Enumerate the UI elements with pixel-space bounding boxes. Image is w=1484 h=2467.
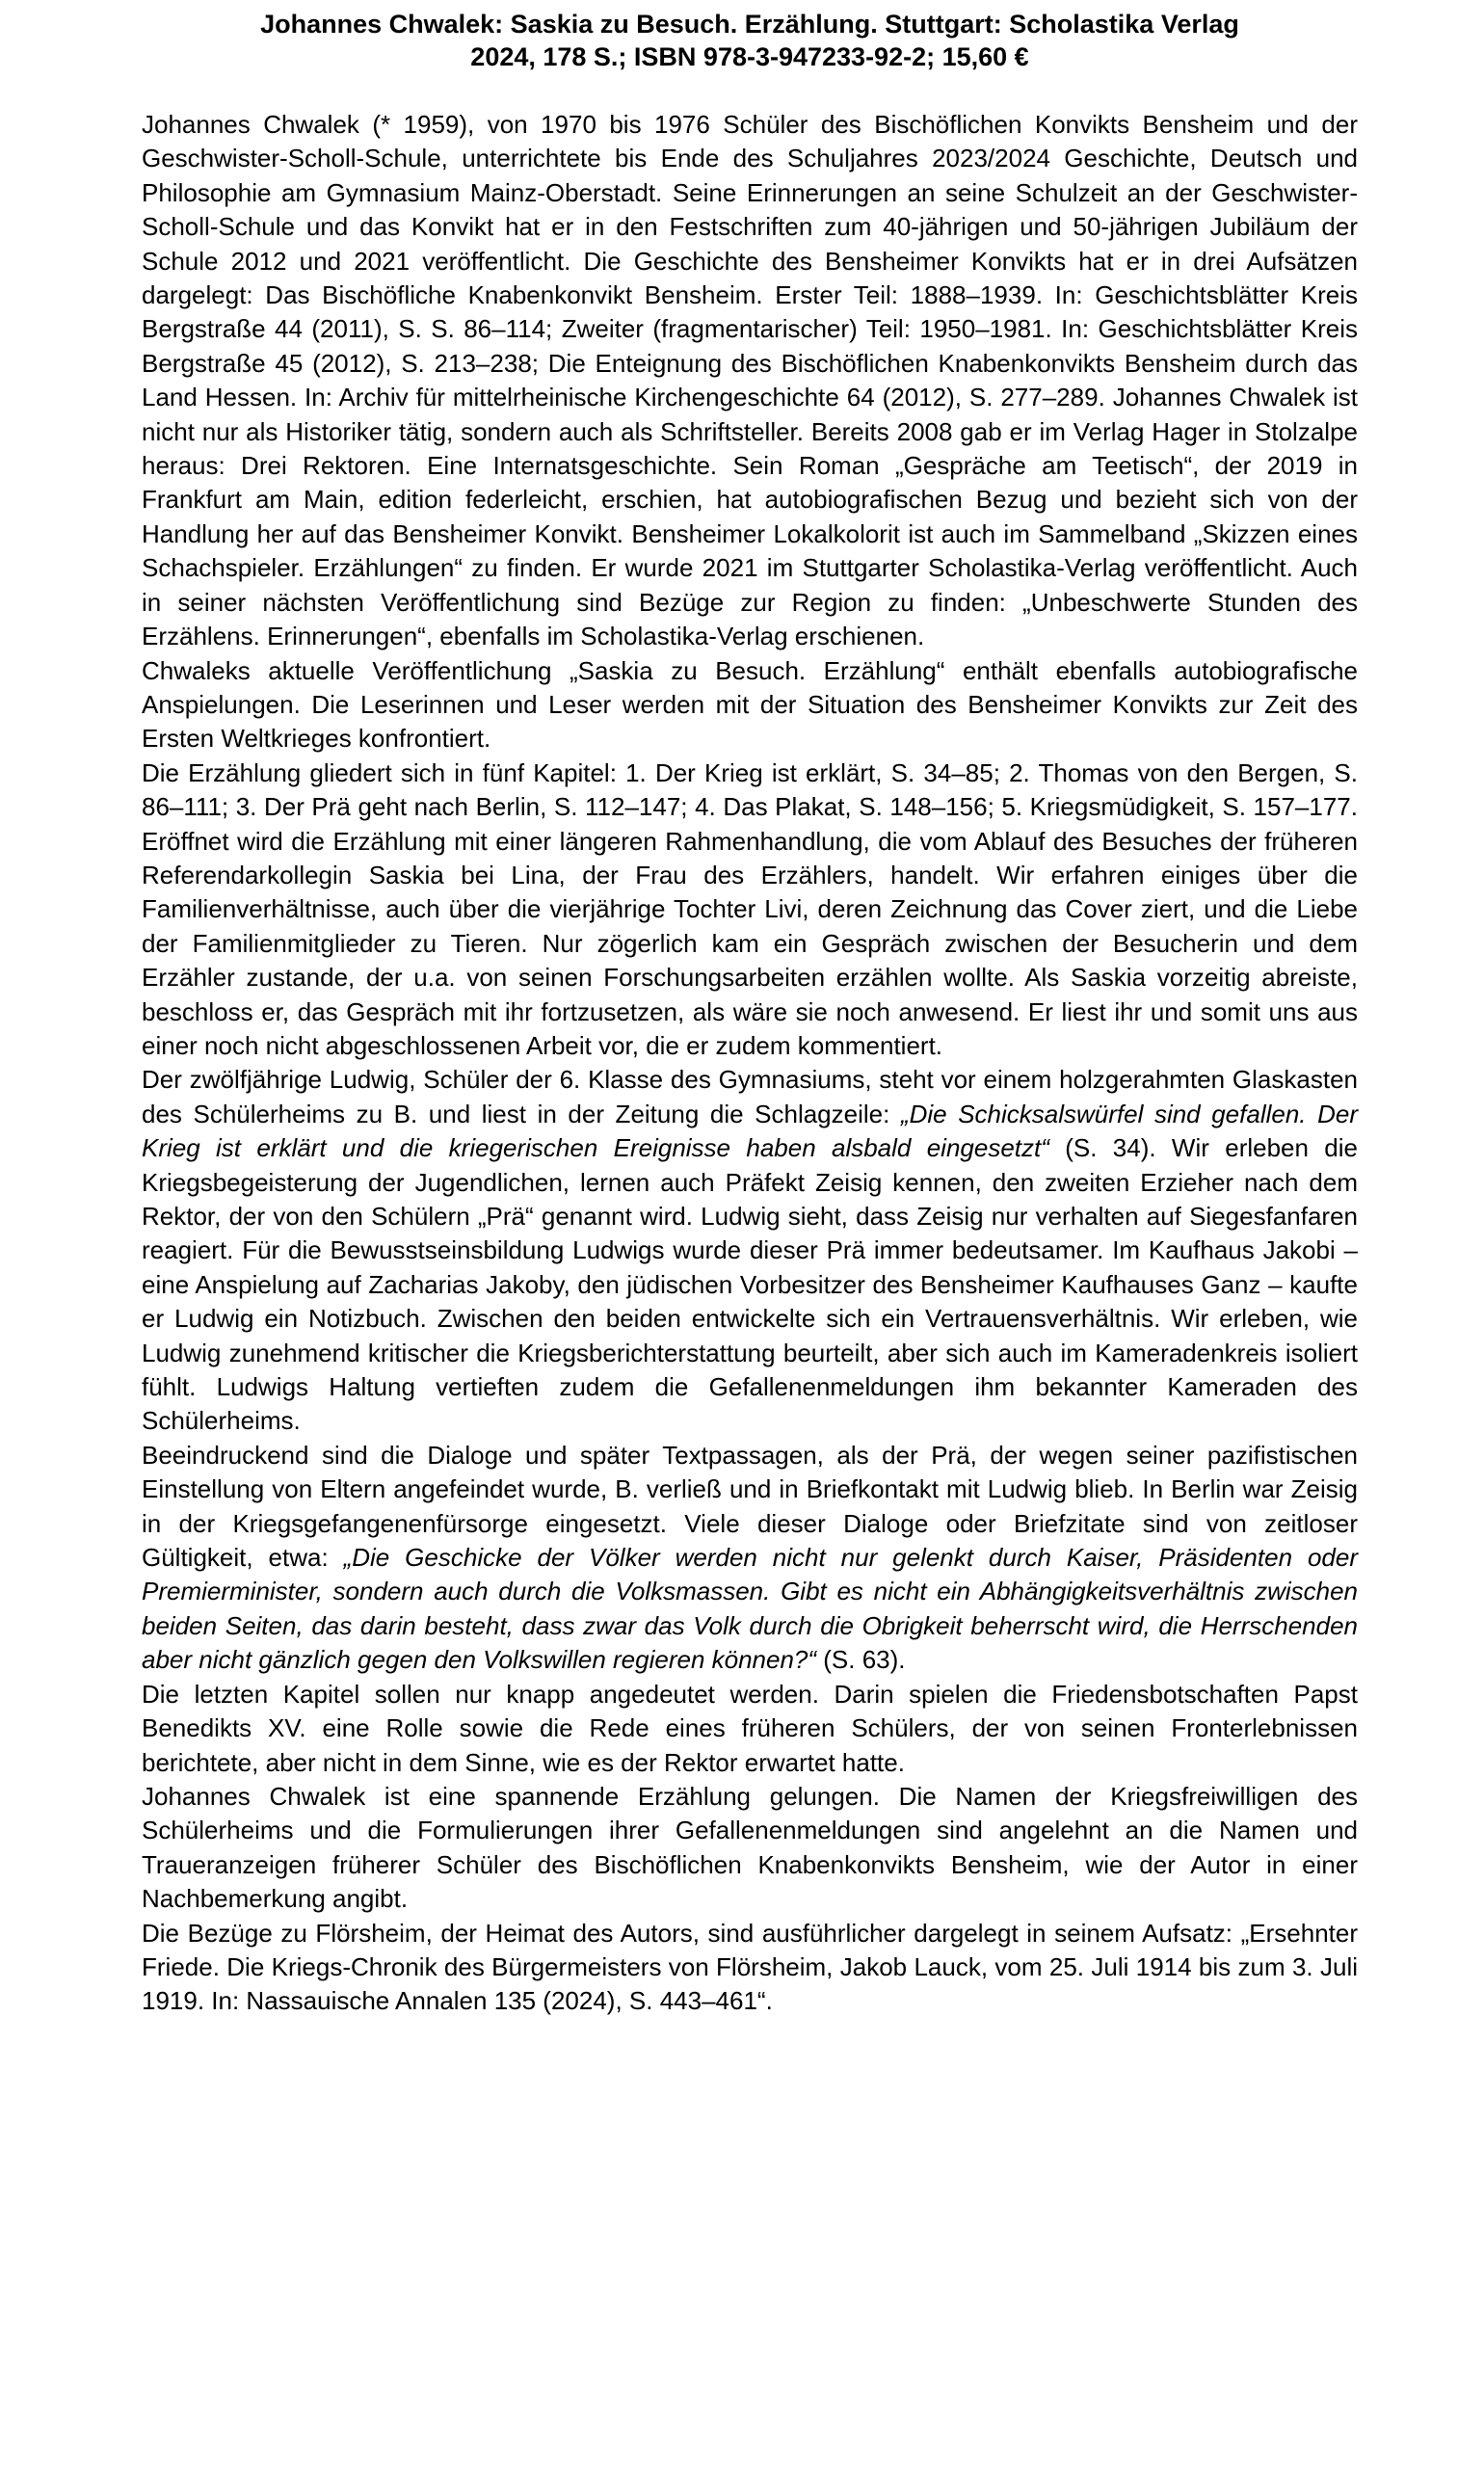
review-title-line-1: Johannes Chwalek: Saskia zu Besuch. Erzählung. Stuttgart: Scholastika Verlag <box>260 10 1239 39</box>
text-segment: Johannes Chwalek ist eine spannende Erzählung gelungen. Die Namen der Kriegsfreiwilligen des Schülerheims und die Formulierungen ihrer Gefallenenmeldungen sind angelehnt an die Namen und Traueranzeigen früherer Schüler des Bischöflichen Knabenkonvikts Bensheim, wie der Autor in einer Nachbemerkung angibt. <box>142 1781 1358 1914</box>
review-paragraph <box>142 1917 1358 2019</box>
review-paragraph <box>142 1439 1358 1678</box>
text-segment: Die letzten Kapitel sollen nur knapp angedeutet werden. Darin spielen die Friedensbotschaften Papst Benedikts XV. eine Rolle sowie die Rede eines früheren Schülers, der von seinen Fronterlebnissen berichtete, aber nicht in dem Sinne, wie es der Rektor erwartet hatte. <box>142 1679 1358 1777</box>
text-segment: Beeindruckend sind die Dialoge und später Textpassagen, als der Prä, der wegen seiner pazifistischen Einstellung von Eltern angefeindet wurde, B. verließ und in Briefkontakt mit Ludwig blieb. In Berlin war Zeisig in der Kriegsgefangenenfürsorge eingesetzt. Viele dieser Dialoge oder Briefzitate sind von zeitloser Gültigkeit, etwa: <box>142 1440 1358 1573</box>
text-segment: Der zwölfjährige Ludwig, Schüler der 6. Klasse des Gymnasiums, steht vor einem holzgerahmten Glaskasten des Schülerheims zu B. und liest in der Zeitung die Schlagzeile: <box>142 1065 1358 1128</box>
review-paragraph <box>142 108 1358 654</box>
italic-quote: „Die Geschicke der Völker werden nicht nur gelenkt durch Kaiser, Präsidenten oder Premierminister, sondern auch durch die Volksmassen. Gibt es nicht ein Abhängigkeitsverhältnis zwischen beiden Seiten, das darin besteht, dass zwar das Volk durch die Obrigkeit beherrscht wird, die Herrschenden aber nicht gänzlich gegen den Volkswillen regieren können?“ <box>142 1543 1358 1675</box>
review-paragraph <box>142 1780 1358 1917</box>
text-segment: Die Bezüge zu Flörsheim, der Heimat des Autors, sind ausführlicher dargelegt in seinem Aufsatz: „Ersehnter Friede. Die Kriegs-Chronik des Bürgermeisters von Flörsheim, Jakob Lauck, vom 25. Juli 1914 bis zum 3. Juli 1919. In: Nassauische Annalen 135 (2024), S. 443–461“. <box>142 1918 1358 2016</box>
text-segment: Die Erzählung gliedert sich in fünf Kapitel: 1. Der Krieg ist erklärt, S. 34–85; 2. Thomas von den Bergen, S. 86–111; 3. Der Prä geht nach Berlin, S. 112–147; 4. Das Plakat, S. 148–156; 5. Kriegsmüdigkeit, S. 157–177. Eröffnet wird die Erzählung mit einer längeren Rahmenhandlung, die vom Ablauf des Besuches der früheren Referendarkollegin Saskia bei Lina, der Frau des Erzählers, handelt. Wir erfahren einiges über die Familienverhältnisse, auch über die vierjährige Tochter Livi, deren Zeichnung das Cover ziert, und die Liebe der Familienmitglieder zu Tieren. Nur zögerlich kam ein Gespräch zwischen der Besucherin und dem Erzähler zustande, der u.a. von seinen Forschungsarbeiten erzählen wollte. Als Saskia vorzeitig abreiste, beschloss er, das Gespräch mit ihr fortzusetzen, als wäre sie noch anwesend. Er liest ihr und somit uns aus einer noch nicht abgeschlossenen Arbeit vor, die er zudem kommentiert. <box>142 757 1358 1060</box>
italic-quote: „Die Schicksalswürfel sind gefallen. Der Krieg ist erklärt und die kriegerischen Ereignisse haben alsbald eingesetzt“ <box>142 1099 1359 1163</box>
review-paragraph <box>142 756 1358 1064</box>
text-segment: Chwaleks aktuelle Veröffentlichung „Saskia zu Besuch. Erzählung“ enthält ebenfalls autobiografische Anspielungen. Die Leserinnen und Leser werden mit der Situation des Bensheimer Konvikts zur Zeit des Ersten Weltkrieges konfrontiert. <box>142 655 1358 754</box>
text-segment: (S. 63). <box>816 1645 906 1675</box>
review-title <box>142 8 1358 73</box>
text-segment: Johannes Chwalek (* 1959), von 1970 bis 1976 Schüler des Bischöflichen Konvikts Bensheim und der Geschwister-Scholl-Schule, unterrichtete bis Ende des Schuljahres 2023/2024 Geschichte, Deutsch und Philosophie am Gymnasium Mainz-Oberstadt. Seine Erinnerungen an seine Schulzeit an der Geschwister-Scholl-Schule und das Konvikt hat er in den Festschriften zum 40-jährigen und 50-jährigen Jubiläum der Schule 2012 und 2021 veröffentlicht. Die Geschichte des Bensheimer Konvikts hat er in drei Aufsätzen dargelegt: Das Bischöfliche Knabenkonvikt Bensheim. Erster Teil: 1888–1939. In: Geschichtsblätter Kreis Bergstraße 44 (2011), S. S. 86–114; Zweiter (fragmentarischer) Teil: 1950–1981. In: Geschichtsblätter Kreis Bergstraße 45 (2012), S. 213–238; Die Enteignung des Bischöflichen Knabenkonvikts Bensheim durch das Land Hessen. In: Archiv für mittelrheinische Kirchengeschichte 64 (2012), S. 277–289. Johannes Chwalek ist nicht nur als Historiker tätig, sondern auch als Schriftsteller. Bereits 2008 gab er im Verlag Hager in Stolzalpe heraus: Drei Rektoren. Eine Internatsgeschichte. Sein Roman „Gespräche am Teetisch“, der 2019 in Frankfurt am Main, edition federleicht, erschien, hat autobiografischen Bezug und bezieht sich von der Handlung her auf das Bensheimer Konvikt. Bensheimer Lokalkolorit ist auch im Sammelband „Skizzen eines Schachspieler. Erzählungen“ zu finden. Er wurde 2021 im Stuttgarter Scholastika-Verlag veröffentlicht. Auch in seiner nächsten Veröffentlichung sind Bezüge zur Region zu finden: „Unbeschwerte Stunden des Erzählens. Erinnerungen“, ebenfalls im Scholastika-Verlag erschienen. <box>142 110 1358 651</box>
review-paragraph <box>142 1063 1358 1438</box>
text-segment: (S. 34). Wir erleben die Kriegsbegeisterung der Jugendlichen, lernen auch Präfekt Zeisig kennen, den zweiten Erzieher nach dem Rektor, der von den Schülern „Prä“ genannt wird. Ludwig sieht, dass Zeisig nur verhalten auf Siegesfanfaren reagiert. Für die Bewusstseinsbildung Ludwigs wurde dieser Prä immer bedeutsamer. Im Kaufhaus Jakobi – eine Anspielung auf Zacharias Jakoby, den jüdischen Vorbesitzer des Bensheimer Kaufhauses Ganz – kaufte er Ludwig ein Notizbuch. Zwischen den beiden entwickelte sich ein Vertrauensverhältnis. Wir erleben, wie Ludwig zunehmend kritischer die Kriegsberichterstattung beurteilt, aber sich auch im Kameradenkreis isoliert fühlt. Ludwigs Haltung vertieften zudem die Gefallenenmeldungen ihm bekannter Kameraden des Schülerheims. <box>142 1133 1358 1436</box>
document-page <box>142 8 1358 2019</box>
review-body <box>142 108 1358 2019</box>
review-title-line-2: 2024, 178 S.; ISBN 978-3-947233-92-2; 15,60 € <box>470 42 1029 71</box>
review-paragraph <box>142 1678 1358 1780</box>
review-paragraph <box>142 654 1358 756</box>
